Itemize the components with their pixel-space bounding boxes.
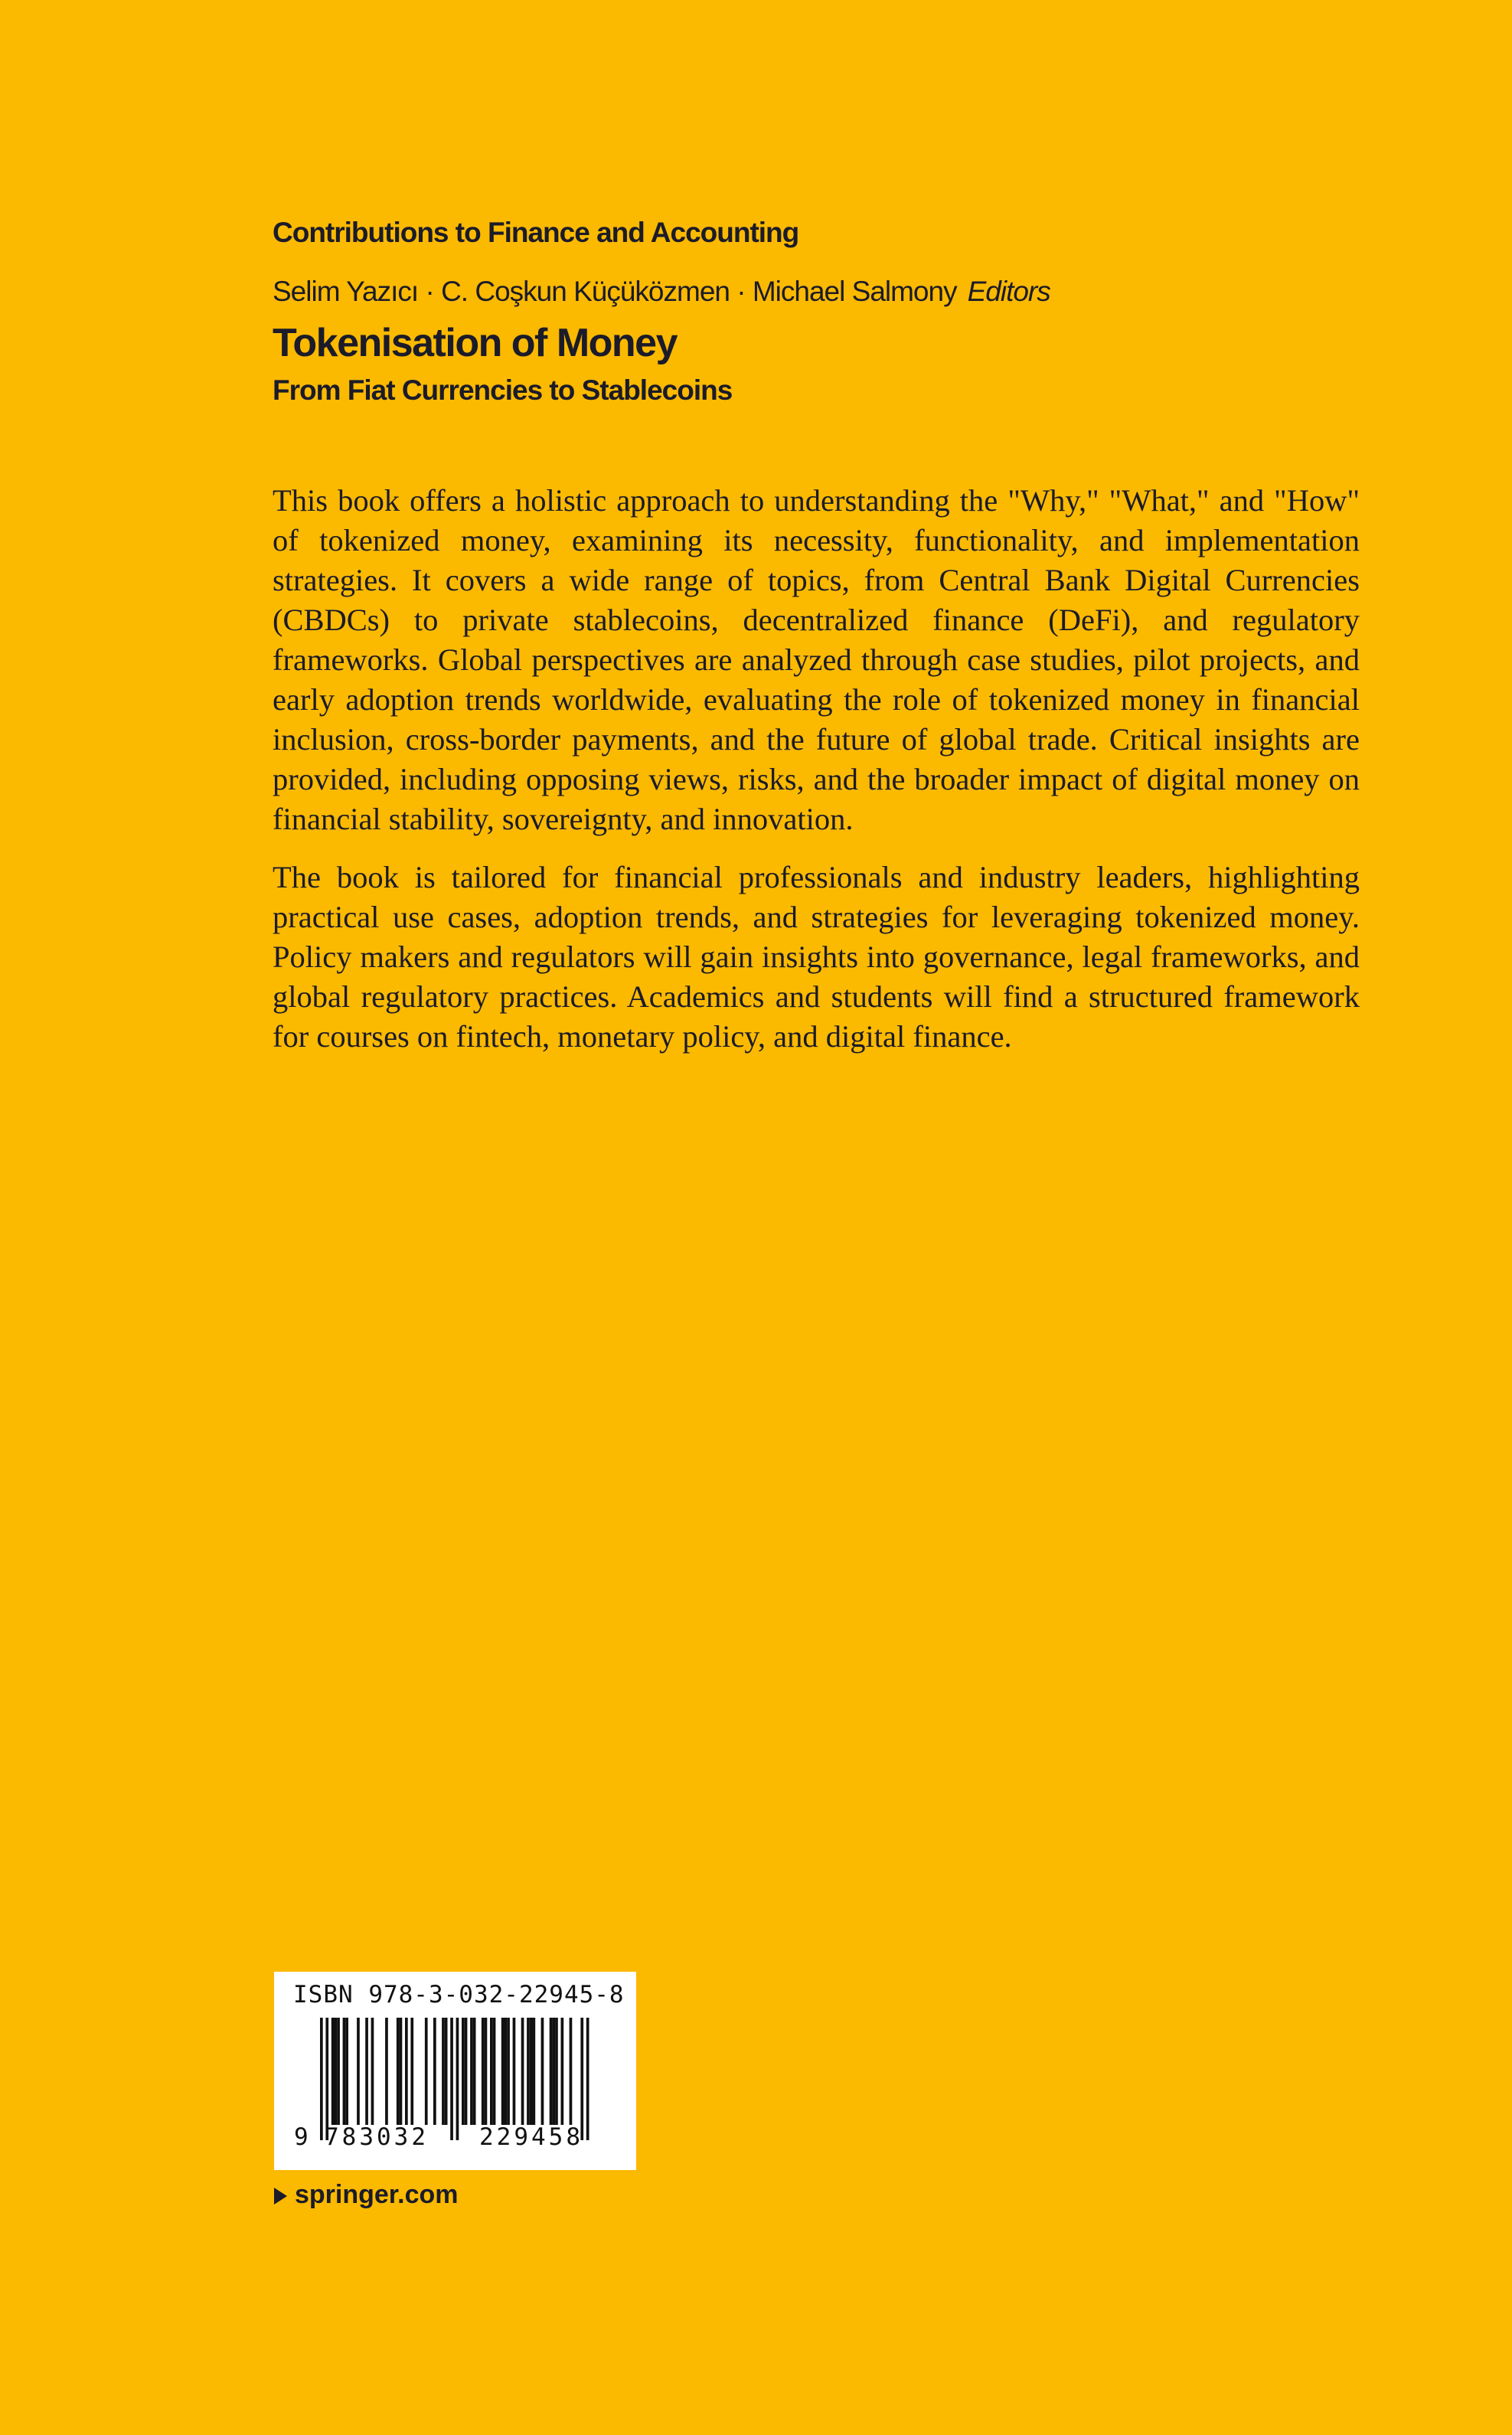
- play-arrow-icon: [274, 2188, 287, 2205]
- editors-line: [273, 273, 1050, 311]
- barcode-bar: [425, 2018, 428, 2125]
- barcode-bar: [343, 2018, 346, 2125]
- barcode-bar: [385, 2018, 388, 2125]
- barcode-bar: [473, 2018, 476, 2125]
- barcode-bar: [580, 2018, 583, 2140]
- barcode-bar: [513, 2018, 516, 2125]
- barcode-bar: [501, 2018, 505, 2125]
- publisher-link-text[interactable]: springer.com: [295, 2180, 459, 2209]
- barcode-bar: [357, 2018, 360, 2125]
- barcode-bar: [521, 2018, 524, 2125]
- barcode-bar: [555, 2018, 558, 2125]
- isbn-barcode: [274, 1972, 636, 2170]
- barcode-bar: [365, 2018, 368, 2125]
- barcode-bar: [485, 2018, 488, 2125]
- barcode-bar: [450, 2018, 453, 2140]
- isbn-number: ISBN 978-3-032-22945-8: [293, 1981, 625, 2008]
- barcode-bar: [445, 2018, 448, 2125]
- barcode-bar: [465, 2018, 468, 2125]
- barcode-bar: [570, 2018, 573, 2125]
- publisher-link[interactable]: [274, 2175, 459, 2214]
- barcode-bar: [400, 2018, 403, 2125]
- barcode-bar: [530, 2018, 533, 2125]
- barcode-bar: [337, 2018, 340, 2125]
- barcode-digits-left: 783032: [325, 2123, 429, 2151]
- barcode-bar: [586, 2018, 589, 2140]
- barcode-bar: [482, 2018, 485, 2125]
- barcode-bar: [552, 2018, 555, 2125]
- barcode-bar: [405, 2018, 408, 2125]
- barcode-bar: [335, 2018, 338, 2125]
- book-description: [273, 481, 1360, 1075]
- barcode-bar: [410, 2018, 413, 2125]
- editors-role: Editors: [967, 276, 1050, 307]
- barcode-bar: [397, 2018, 400, 2125]
- description-paragraph: This book offers a holistic approach to understanding the "Why," "What," and "How" of tokenized money, examining its necessity, functionality, and implementation strategies. It covers a wide range of topics, from Central Bank Digital Currencies (CBDCs) to private stablecoins, decentralized finance (DeFi), and regulatory frameworks. Global perspectives are analyzed through case studies, pilot projects, and early adoption trends worldwide, evaluating the role of tokenized money in financial inclusion, cross-border payments, and the future of global trade. Critical insights are provided, including opposing views, risks, and the broader impact of digital money on financial stability, sovereignty, and innovation.: [273, 483, 1360, 836]
- description-paragraph: The book is tailored for financial professionals and industry leaders, highlighting practical use cases, adoption trends, and strategies for leveraging tokenized money. Policy makers and regulators will gain insights into governance, legal frameworks, and global regulatory practices. Academics and students will find a structured framework for courses on fintech, monetary policy, and digital finance.: [273, 860, 1360, 1054]
- barcode-bar: [490, 2018, 493, 2125]
- barcode-bar: [561, 2018, 564, 2125]
- book-subtitle: From Fiat Currencies to Stablecoins: [273, 374, 733, 406]
- barcode-bar: [505, 2018, 508, 2125]
- barcode-digits-right: 229458: [479, 2123, 583, 2151]
- barcode-digit-first: 9: [294, 2123, 312, 2151]
- barcode-bar: [320, 2018, 323, 2140]
- barcode-bar: [345, 2018, 348, 2125]
- barcode-bar: [433, 2018, 436, 2125]
- barcode-bar: [507, 2018, 510, 2125]
- barcode-bar: [456, 2018, 459, 2140]
- barcode-bar: [541, 2018, 544, 2125]
- barcode-bar: [470, 2018, 473, 2125]
- barcode-bar: [462, 2018, 465, 2125]
- barcode-bar: [325, 2018, 328, 2140]
- series-title: Contributions to Finance and Accounting: [273, 217, 799, 248]
- barcode-bar: [533, 2018, 536, 2125]
- barcode-bar: [371, 2018, 374, 2125]
- book-title: Tokenisation of Money: [273, 321, 678, 365]
- barcode-bar: [550, 2018, 553, 2125]
- barcode-bar: [442, 2018, 445, 2125]
- barcode-bar: [527, 2018, 530, 2125]
- barcode-bar: [493, 2018, 496, 2125]
- editor-names: Selim Yazıcı · C. Coşkun Küçüközmen · Michael Salmony: [273, 276, 957, 307]
- barcode-bar: [331, 2018, 335, 2125]
